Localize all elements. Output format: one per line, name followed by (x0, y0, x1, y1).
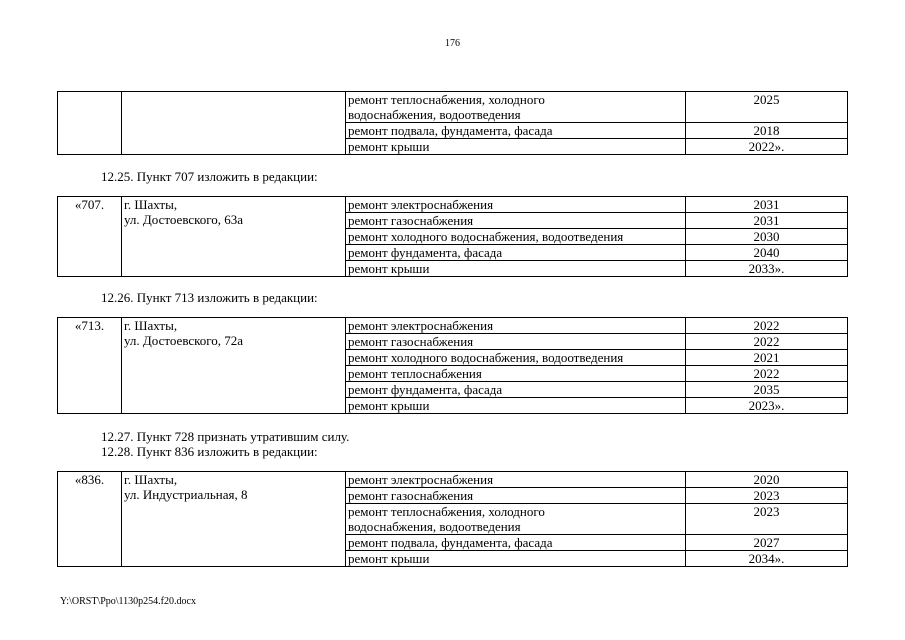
year-cell: 2033». (686, 261, 848, 277)
year-cell: 2031 (686, 213, 848, 229)
work-cell: ремонт газоснабжения (346, 213, 686, 229)
year-cell: 2020 (686, 472, 848, 488)
table-continuation (57, 91, 848, 155)
page-number: 176 (445, 38, 460, 49)
item-number-cell: «713. (58, 318, 122, 414)
year-cell: 2022 (686, 366, 848, 382)
work-cell: ремонт теплоснабжения, холодного водоснабжения, водоотведения (346, 92, 686, 123)
work-cell: ремонт крыши (346, 261, 686, 277)
year-cell: 2023 (686, 504, 848, 535)
paragraph-12-28: 12.28. Пункт 836 изложить в редакции: (101, 444, 318, 459)
year-cell: 2023 (686, 488, 848, 504)
table-row (58, 92, 848, 123)
address-city: г. Шахты, (124, 197, 178, 212)
year-cell: 2022». (686, 139, 848, 155)
work-cell: ремонт теплоснабжения (346, 366, 686, 382)
year-cell: 2025 (686, 92, 848, 123)
address-cell (122, 318, 346, 414)
year-cell: 2018 (686, 123, 848, 139)
work-cell: ремонт электроснабжения (346, 472, 686, 488)
year-cell: 2022 (686, 334, 848, 350)
work-cell: ремонт электроснабжения (346, 318, 686, 334)
table-item-713 (57, 317, 848, 414)
table-item-836 (57, 471, 848, 567)
work-cell: ремонт крыши (346, 551, 686, 567)
work-cell: ремонт холодного водоснабжения, водоотведения (346, 229, 686, 245)
address-cell (122, 92, 346, 155)
paragraph-12-25: 12.25. Пункт 707 изложить в редакции: (101, 169, 318, 184)
work-cell: ремонт крыши (346, 139, 686, 155)
item-number-cell (58, 92, 122, 155)
table-row (58, 318, 848, 334)
year-cell: 2023». (686, 398, 848, 414)
address-street: ул. Индустриальная, 8 (124, 487, 248, 502)
year-cell: 2021 (686, 350, 848, 366)
paragraph-12-27: 12.27. Пункт 728 признать утратившим силу. (101, 429, 350, 444)
work-cell: ремонт подвала, фундамента, фасада (346, 123, 686, 139)
year-cell: 2030 (686, 229, 848, 245)
table-item-707 (57, 196, 848, 277)
work-cell: ремонт холодного водоснабжения, водоотведения (346, 350, 686, 366)
address-cell (122, 197, 346, 277)
paragraph-12-26: 12.26. Пункт 713 изложить в редакции: (101, 290, 318, 305)
work-cell: ремонт электроснабжения (346, 197, 686, 213)
table-row (58, 472, 848, 488)
work-cell: ремонт газоснабжения (346, 334, 686, 350)
work-cell: ремонт теплоснабжения, холодного водоснабжения, водоотведения (346, 504, 686, 535)
work-cell: ремонт фундамента, фасада (346, 382, 686, 398)
year-cell: 2022 (686, 318, 848, 334)
work-cell: ремонт газоснабжения (346, 488, 686, 504)
year-cell: 2040 (686, 245, 848, 261)
footer-file-path: Y:\ORST\Ppo\1130p254.f20.docx (60, 596, 196, 607)
year-cell: 2034». (686, 551, 848, 567)
work-cell: ремонт фундамента, фасада (346, 245, 686, 261)
address-city: г. Шахты, (124, 318, 178, 333)
item-number-cell: «836. (58, 472, 122, 567)
item-number-cell: «707. (58, 197, 122, 277)
table-row (58, 197, 848, 213)
work-cell: ремонт крыши (346, 398, 686, 414)
address-cell (122, 472, 346, 567)
work-cell: ремонт подвала, фундамента, фасада (346, 535, 686, 551)
address-city: г. Шахты, (124, 472, 178, 487)
address-street: ул. Достоевского, 72а (124, 333, 244, 348)
year-cell: 2027 (686, 535, 848, 551)
address-street: ул. Достоевского, 63а (124, 212, 244, 227)
year-cell: 2035 (686, 382, 848, 398)
year-cell: 2031 (686, 197, 848, 213)
